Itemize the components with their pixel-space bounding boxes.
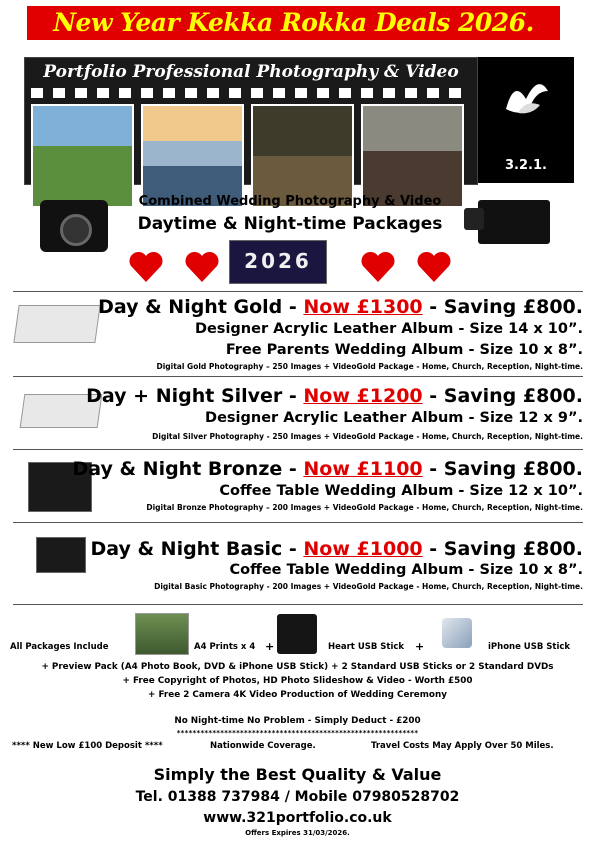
heart-icon (184, 250, 220, 284)
intro-line-2: Daytime & Night-time Packages (137, 214, 443, 234)
iphone-usb-stick-image (442, 618, 472, 648)
plus-sign: + (265, 640, 275, 653)
intro-line-1: Combined Wedding Photography & Video (138, 194, 442, 209)
night-time-note: No Night-time No Problem - Simply Deduct - £200 (174, 716, 421, 726)
coverage-note: Nationwide Coverage. (210, 741, 316, 751)
divider (13, 604, 583, 605)
all-packages-label: All Packages Include (10, 642, 109, 652)
wedding-photo-couple (251, 104, 354, 208)
package-bronze-line-1: Coffee Table Wedding Album - Size 12 x 10”. (219, 483, 583, 499)
divider (13, 449, 583, 450)
heart-usb-stick-image (277, 614, 317, 654)
iphone-usb-label: iPhone USB Stick (488, 642, 571, 652)
package-basic-line-1: Coffee Table Wedding Album - Size 10 x 8”. (229, 562, 583, 578)
package-gold-line-2: Free Parents Wedding Album - Size 10 x 8”. (225, 342, 583, 358)
video-camera-icon (478, 200, 550, 244)
wedding-photo-sunset (141, 104, 244, 208)
film-sprocket-holes-top (31, 88, 471, 98)
package-silver-detail: Digital Silver Photography - 250 Images + VideoGold Package - Home, Church, Reception, Night-time. (152, 432, 583, 441)
package-bronze-detail: Digital Bronze Photography – 200 Images + VideoGold Package - Home, Church, Reception, Night-time. (146, 503, 583, 512)
title-banner (27, 6, 560, 40)
package-title-silver: Day + Night Silver - Now £1200 - Saving £800. (86, 385, 583, 407)
extras-line-3: + Free 2 Camera 4K Video Production of Wedding Ceremony (148, 690, 447, 700)
film-strip-title: Portfolio Professional Photography & Video (43, 62, 459, 82)
extras-line-1: + Preview Pack (A4 Photo Book, DVD & iPhone USB Stick) + 2 Standard USB Sticks or 2 Standard DVDs (41, 662, 554, 672)
plus-sign: + (415, 640, 425, 653)
website-link[interactable]: www.321portfolio.co.uk (203, 810, 392, 826)
year-badge-text: 2026 (244, 249, 312, 273)
tagline: Simply the Best Quality & Value (153, 765, 442, 784)
heart-usb-label: Heart USB Stick (328, 642, 405, 652)
package-basic-detail: Digital Basic Photography - 200 Images + VideoGold Package - Home, Church, Reception, Night-time. (154, 582, 583, 591)
wedding-photo-garden (31, 104, 134, 208)
year-badge (229, 240, 327, 284)
package-gold-line-1: Designer Acrylic Leather Album - Size 14 x 10”. (194, 321, 583, 337)
heart-icon (128, 250, 164, 284)
a4-prints-image (135, 613, 189, 655)
coffee-table-album-image (36, 537, 86, 573)
doves-icon (496, 69, 556, 129)
package-title-basic: Day & Night Basic - Now £1000 - Saving £800. (90, 538, 583, 560)
dslr-camera-icon (40, 200, 108, 252)
heart-icon (360, 250, 396, 284)
divider (13, 291, 583, 292)
company-logo (478, 57, 574, 183)
acrylic-album-image (13, 305, 100, 343)
logo-text: 3.2.1. (505, 158, 547, 173)
package-silver-line-1: Designer Acrylic Leather Album - Size 12 x 9”. (205, 410, 583, 426)
deposit-note: **** New Low £100 Deposit **** (12, 741, 163, 751)
film-strip-banner (24, 57, 478, 185)
heart-icon (416, 250, 452, 284)
divider (13, 522, 583, 523)
stars-separator: ************************************************************* (176, 729, 419, 737)
page-title: New Year Kekka Rokka Deals 2026. (53, 8, 534, 37)
a4-prints-label: A4 Prints x 4 (194, 642, 256, 652)
package-title-bronze: Day & Night Bronze - Now £1100 - Saving £800. (72, 458, 583, 480)
offer-expiry: Offers Expires 31/03/2026. (245, 829, 350, 837)
extras-line-2: + Free Copyright of Photos, HD Photo Slideshow & Video - Worth £500 (122, 676, 473, 686)
package-title-gold: Day & Night Gold - Now £1300 - Saving £800. (98, 296, 583, 318)
package-gold-detail: Digital Gold Photography – 250 Images + VideoGold Package - Home, Church, Reception, Night-time. (156, 362, 583, 371)
phone-numbers: Tel. 01388 737984 / Mobile 07980528702 (135, 789, 460, 805)
travel-note: Travel Costs May Apply Over 50 Miles. (371, 741, 554, 751)
wedding-photo-car (361, 104, 464, 208)
divider (13, 376, 583, 377)
